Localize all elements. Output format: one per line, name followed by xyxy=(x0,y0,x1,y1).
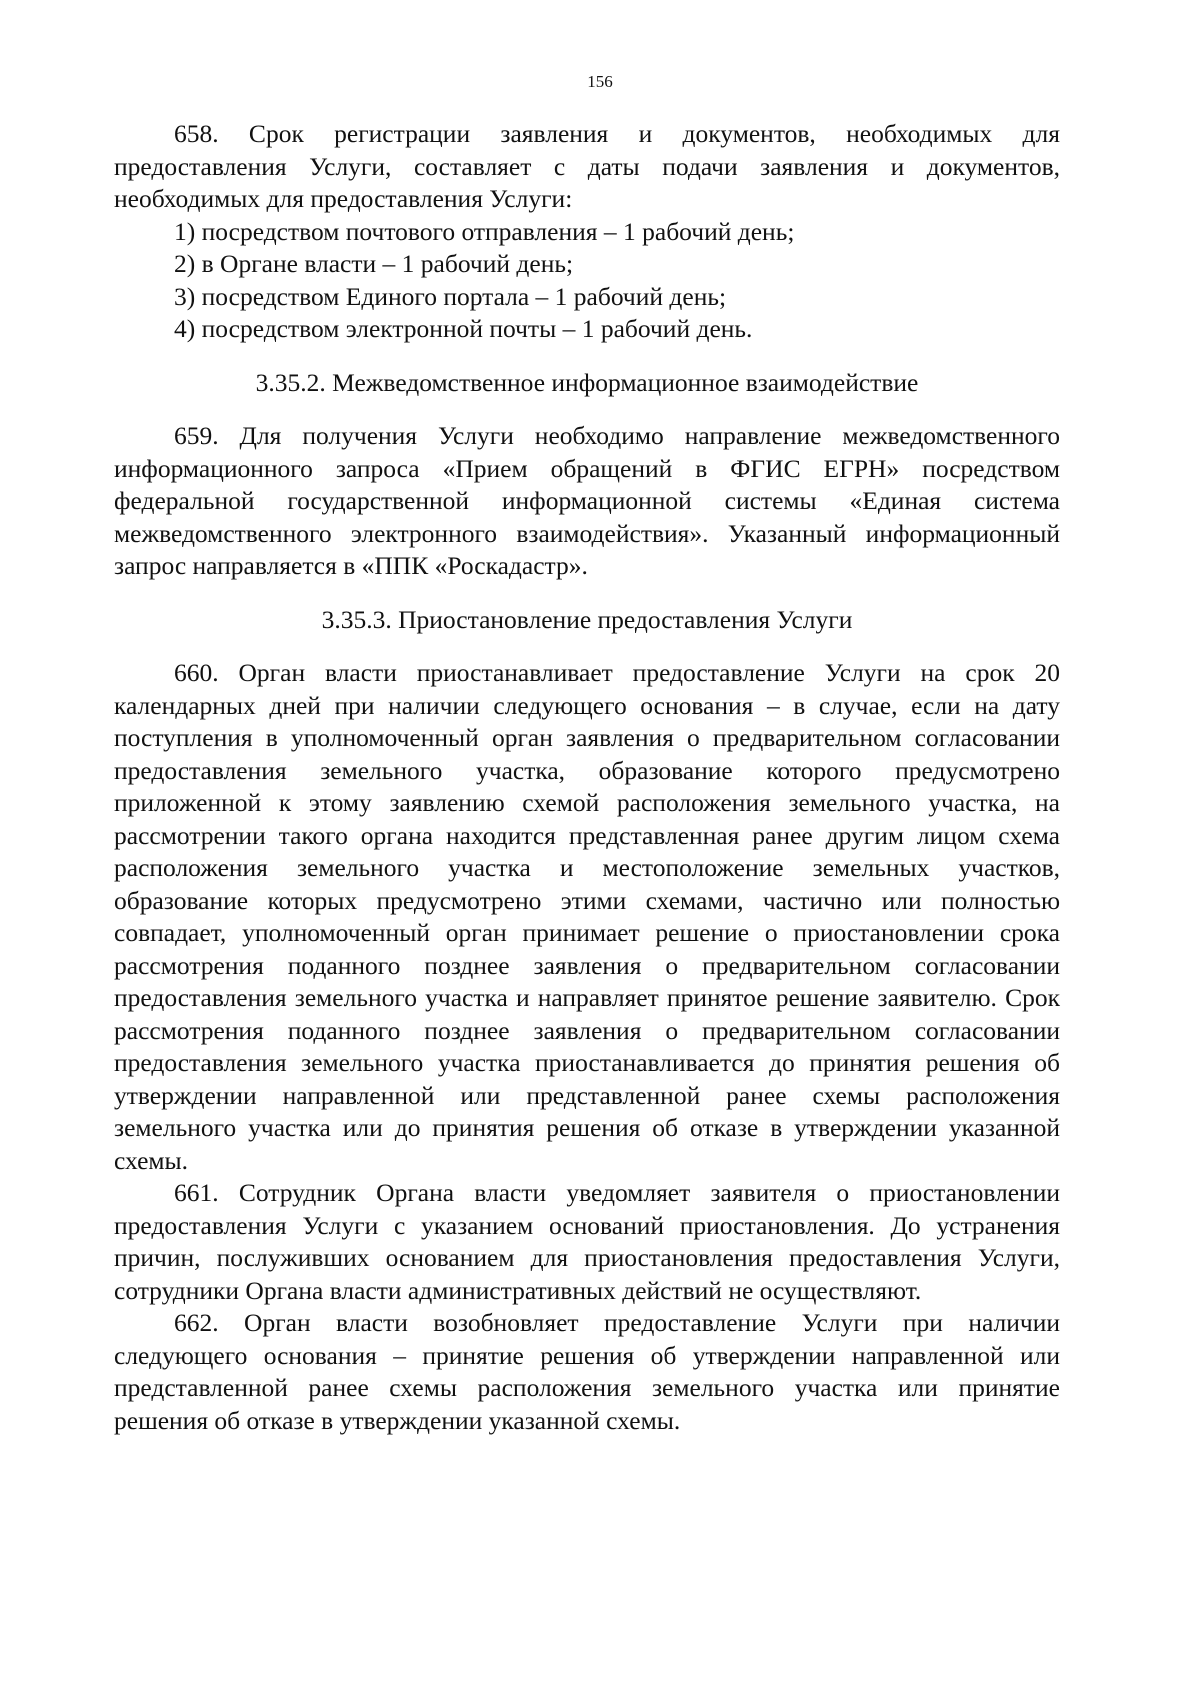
paragraph-662: 662. Орган власти возобновляет предоставление Услуги при наличии следующего основания – принятие решения об утверждении направленной или представленной ранее схемы расположения земельного участка или принятие решения об отказе в утверждении указанной схемы. xyxy=(114,1308,1060,1435)
paragraph-659: 659. Для получения Услуги необходимо направление межведомственного информационного запроса «Прием обращений в ФГИС ЕГРН» посредством федеральной государственной информационной системы «Единая система межведомственного электронного взаимодействия». Указанный информационный запрос направляется в «ППК «Роскадастр». xyxy=(114,421,1060,580)
list-item: 1) посредством почтового отправления – 1 рабочий день; xyxy=(174,216,795,246)
page-number: 156 xyxy=(587,72,613,91)
section-heading-3-35-3: 3.35.3. Приостановление предоставления Услуги xyxy=(321,604,853,634)
list-item: 4) посредством электронной почты – 1 рабочий день. xyxy=(174,314,753,343)
paragraph-661: 661. Сотрудник Органа власти уведомляет заявителя о приостановлении предоставления Услуги с указанием оснований приостановления. До устранения причин, послуживших основанием для приостановления предоставления Услуги, сотрудники Органа власти административных действий не осуществляют. xyxy=(114,1178,1060,1305)
list-item: 3) посредством Единого портала – 1 рабочий день; xyxy=(174,281,727,311)
list-item: 2) в Органе власти – 1 рабочий день; xyxy=(174,249,574,278)
section-heading-3-35-2: 3.35.2. Межведомственное информационное взаимодействие xyxy=(255,367,919,397)
paragraph-660: 660. Орган власти приостанавливает предоставление Услуги на срок 20 календарных дней при наличии следующего основания – в случае, если на дату поступления в уполномоченный орган заявления о предварительном согласовании предоставления земельного участка, образование которого предусмотрено приложенной к этому заявлению схемой расположения земельного участка, на рассмотрении такого органа находится представленная ранее другим лицом схема расположения земельного участка и местоположение земельных участков, образование которых предусмотрено этими схемами, частично или полностью совпадает, уполномоченный орган принимает решение о приостановлении срока рассмотрения поданного позднее заявления о предварительном согласовании предоставления земельного участка и направляет принятое решение заявителю. Срок рассмотрения поданного позднее заявления о предварительном согласовании предоставления земельного участка приостанавливается до принятия решения об утверждении направленной или представленной ранее схемы расположения земельного участка или до принятия решения об отказе в утверждении указанной схемы. xyxy=(114,658,1060,1175)
paragraph-658: 658. Срок регистрации заявления и документов, необходимых для предоставления Услуги, составляет с даты подачи заявления и документов, необходимых для предоставления Услуги: xyxy=(114,119,1060,213)
document-body xyxy=(114,118,1060,1437)
